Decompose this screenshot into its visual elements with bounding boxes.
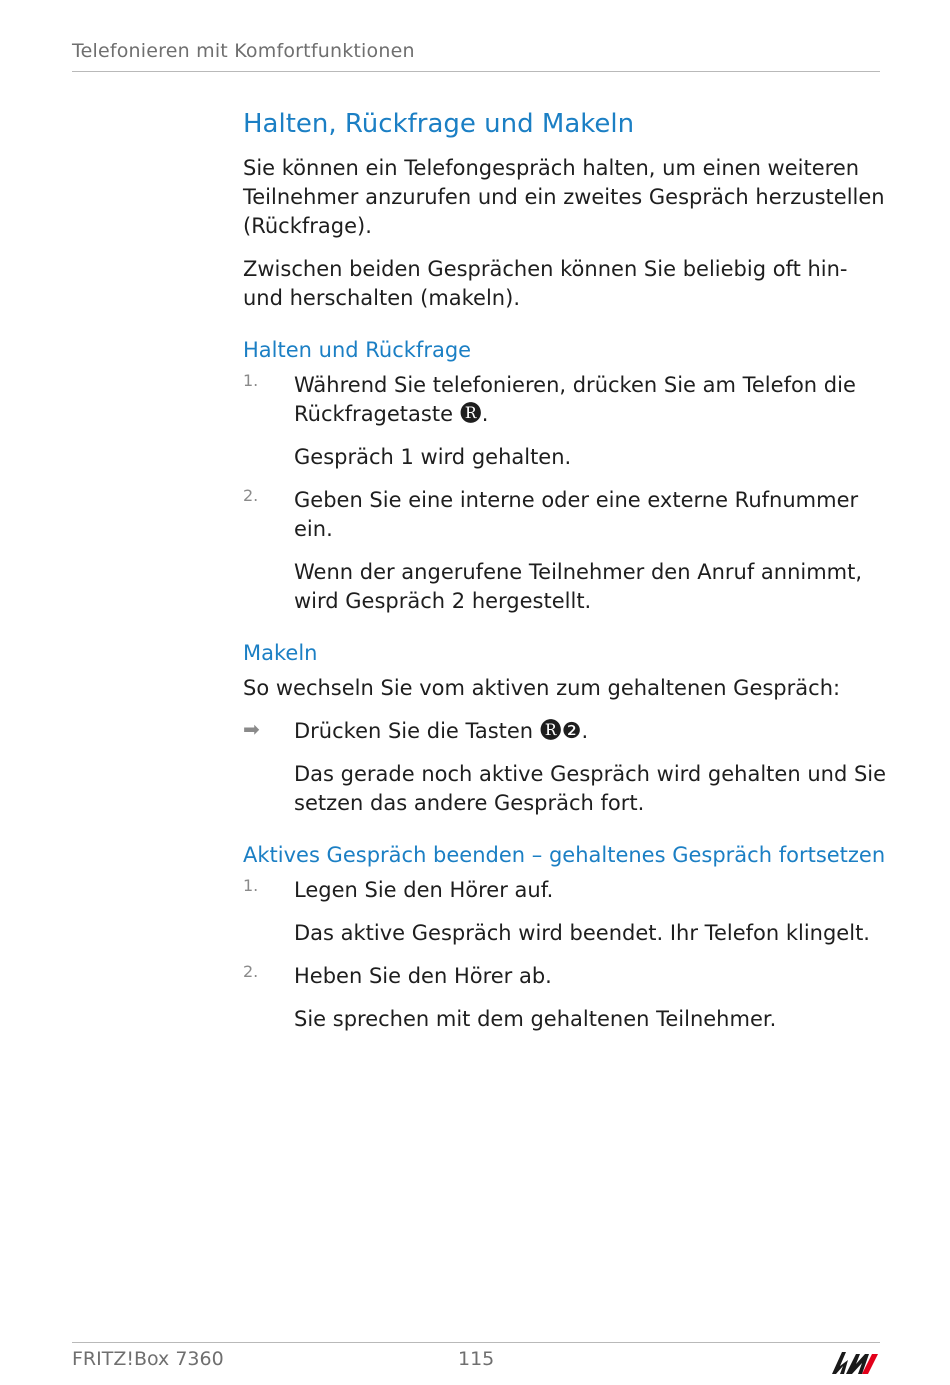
page-content bbox=[243, 106, 888, 1048]
step-number: 1. bbox=[243, 371, 259, 390]
action-step bbox=[243, 717, 888, 746]
intro-paragraph-1: Sie können ein Telefongespräch halten, um einen weiteren Teilnehmer anzurufen und ein zweites Gespräch herzustellen (Rückfrage). bbox=[243, 156, 885, 238]
step-text: Heben Sie den Hörer ab. bbox=[294, 964, 552, 988]
section-heading-makeln: Makeln bbox=[243, 641, 318, 665]
section-heading-beenden: Aktives Gespräch beenden – gehaltenes Gespräch fortsetzen bbox=[243, 843, 886, 867]
step-text: Geben Sie eine interne oder eine externe Rufnummer ein. bbox=[294, 488, 859, 541]
step-number: 2. bbox=[243, 962, 259, 981]
step-result: Das aktive Gespräch wird beendet. Ihr Telefon klingelt. bbox=[294, 921, 870, 945]
action-text: Drücken Sie die Tasten 🅡❷. bbox=[294, 719, 589, 744]
page-title: Halten, Rückfrage und Makeln bbox=[243, 109, 635, 139]
step-number: 2. bbox=[243, 486, 259, 505]
intro-paragraph-2: Zwischen beiden Gesprächen können Sie beliebig oft hin- und herschalten (makeln). bbox=[243, 257, 848, 310]
step-2 bbox=[243, 486, 888, 544]
page-number: 115 bbox=[458, 1348, 495, 1370]
running-header: Telefonieren mit Komfortfunktionen bbox=[72, 40, 415, 62]
step-text: Während Sie telefonieren, drücken Sie am Telefon die Rückfragetaste 🅡. bbox=[294, 373, 856, 427]
section-heading-halten: Halten und Rückfrage bbox=[243, 338, 472, 362]
step-text: Legen Sie den Hörer auf. bbox=[294, 878, 554, 902]
step-result: Wenn der angerufene Teilnehmer den Anruf annimmt, wird Gespräch 2 hergestellt. bbox=[294, 560, 863, 613]
step-1 bbox=[243, 371, 888, 429]
step-result: Sie sprechen mit dem gehaltenen Teilnehmer. bbox=[294, 1007, 777, 1031]
step-result: Gespräch 1 wird gehalten. bbox=[294, 445, 572, 469]
r-key-icon: 🅡 bbox=[459, 402, 482, 427]
step-number: 1. bbox=[243, 876, 259, 895]
arrow-right-icon: ➡ bbox=[243, 717, 260, 741]
header-rule bbox=[72, 71, 880, 72]
r2-keys-icon: 🅡❷ bbox=[539, 719, 582, 744]
step-2 bbox=[243, 962, 888, 991]
avm-logo-icon bbox=[832, 1350, 880, 1376]
footer-product: FRITZ!Box 7360 bbox=[72, 1348, 224, 1370]
makeln-lead: So wechseln Sie vom aktiven zum gehaltenen Gespräch: bbox=[243, 676, 841, 700]
step-1 bbox=[243, 876, 888, 905]
footer-rule bbox=[72, 1342, 880, 1343]
action-result: Das gerade noch aktive Gespräch wird gehalten und Sie setzen das andere Gespräch fort. bbox=[294, 762, 887, 815]
